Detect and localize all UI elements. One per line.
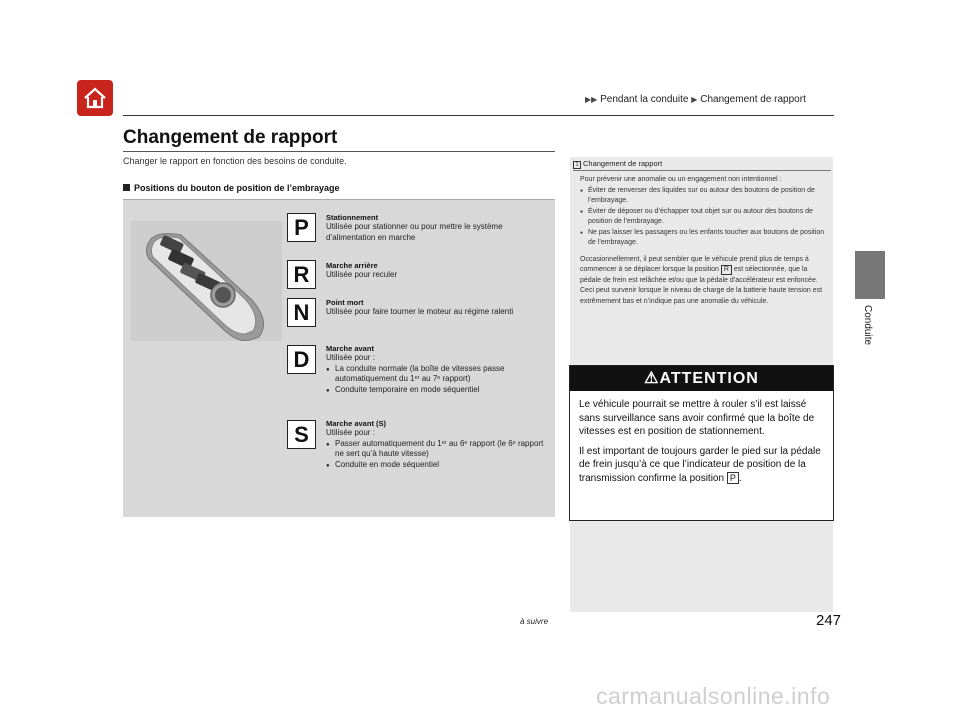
gear-description xyxy=(326,428,548,470)
gear-s-icon: S xyxy=(287,420,316,449)
gear-description: Utilisée pour stationner ou pour mettre le système d’alimentation en marche xyxy=(326,222,503,242)
gear-row-p xyxy=(326,213,548,243)
shift-buttons-photo xyxy=(131,221,282,341)
note-divider xyxy=(573,170,831,171)
attention-text: . xyxy=(738,472,742,484)
breadcrumb xyxy=(585,94,806,105)
breadcrumb-item[interactable]: Pendant la conduite xyxy=(600,94,689,105)
gear-description: Utilisée pour reculer xyxy=(326,270,398,279)
section-heading xyxy=(123,183,340,193)
gear-p-icon: P xyxy=(287,213,316,242)
page-number: 247 xyxy=(816,612,842,629)
intro-text: Changer le rapport en fonction des besoins de conduite. xyxy=(123,156,347,166)
gear-n-icon: N xyxy=(287,298,316,327)
gear-usage-label: Utilisée pour : xyxy=(326,353,375,362)
warning-icon: ⚠ xyxy=(644,370,660,387)
gear-description: Utilisée pour faire tourner le moteur au régime ralenti xyxy=(326,307,514,316)
page-title: Changement de rapport xyxy=(123,127,338,148)
breadcrumb-item[interactable]: Changement de rapport xyxy=(700,94,806,105)
gear-p-key-icon: P xyxy=(727,472,739,484)
gear-title: Marche avant (S) xyxy=(326,419,387,428)
note-text: est sélectionnée, que la pédale de frein est relâchée et/ou que la pédale d’accélérateur est enfoncée. Ceci peut survenir lorsque le niveau de charge de la batterie haute tension est extrêmement bas et n’indique pas une anomalie du véhicule. xyxy=(580,266,823,305)
note-paragraph xyxy=(580,255,830,308)
gear-title: Stationnement xyxy=(326,213,379,222)
gear-title: Point mort xyxy=(326,298,364,307)
gear-row-s xyxy=(326,419,548,470)
chapter-tab[interactable] xyxy=(855,251,885,299)
gear-title: Marche avant xyxy=(326,344,374,353)
note-heading xyxy=(573,159,662,169)
section-heading-text: Positions du bouton de position de l’embrayage xyxy=(134,183,340,193)
attention-body xyxy=(579,398,827,491)
list-item: ● Conduite temporaire en mode séquentiel xyxy=(326,385,548,396)
attention-header xyxy=(570,366,833,391)
square-bullet-icon xyxy=(123,184,130,191)
list-item: ● Passer automatiquement du 1ᵉʳ au 6ᵉ rapport (le 6ᵉ rapport ne sert qu’à haute vitesse) xyxy=(326,439,548,460)
chevron-right-icon: ▶▶ xyxy=(585,95,598,104)
gear-r-key-icon: R xyxy=(721,265,732,275)
attention-paragraph: Le véhicule pourrait se mettre à rouler s’il est laissé sans surveillance sans avoir confirmé que la boîte de vitesses est en position de stationnement. xyxy=(579,399,815,437)
chevron-right-icon: ▶ xyxy=(691,95,698,104)
gear-row-r xyxy=(326,261,548,281)
attention-text: Il est important de toujours garder le pied sur la pédale de frein jusqu’à ce que l’indicateur de position de la transmission confirme la position xyxy=(579,445,821,484)
note-ref-icon: 1 xyxy=(573,161,581,169)
watermark-text: carmanualsonline.info xyxy=(596,683,831,709)
gear-row-n xyxy=(326,298,548,318)
list-item: ● La conduite normale (la boîte de vitesses passe automatiquement du 1ᵉʳ au 7ᵉ rapport) xyxy=(326,364,548,385)
header-divider xyxy=(123,115,834,116)
continued-label: à suivre xyxy=(520,617,549,626)
list-item: ● Conduite en mode séquentiel xyxy=(326,460,548,471)
home-icon xyxy=(77,80,113,116)
gear-r-icon: R xyxy=(287,260,316,289)
list-item: ● Éviter de déposer ou d’échapper tout objet sur ou autour des boutons de position de l’embrayage. xyxy=(580,207,830,228)
note-intro: Pour prévenir une anomalie ou un engagement non intentionnel : xyxy=(580,176,782,183)
gear-d-icon: D xyxy=(287,345,316,374)
note-heading-text: Changement de rapport xyxy=(583,159,663,168)
gear-row-d xyxy=(326,344,548,395)
gear-usage-label: Utilisée pour : xyxy=(326,428,375,437)
gear-description xyxy=(326,353,548,395)
title-divider xyxy=(123,151,555,152)
note-text: Occasionnellement, il peut sembler que le véhicule prend plus de temps à commencer à se déplacer lorsque la position xyxy=(580,255,809,273)
list-item: ● Éviter de renverser des liquides sur ou autour des boutons de position de l’embrayage. xyxy=(580,186,830,207)
list-item: ● Ne pas laisser les passagers ou les enfants toucher aux boutons de position de l’embrayage. xyxy=(580,228,830,249)
attention-title: ATTENTION xyxy=(659,370,759,387)
gear-title: Marche arrière xyxy=(326,261,378,270)
note-body xyxy=(580,175,830,307)
chapter-tab-label: Conduite xyxy=(862,305,873,346)
attention-box xyxy=(569,365,834,521)
home-button[interactable] xyxy=(77,80,113,116)
attention-paragraph xyxy=(579,445,827,486)
